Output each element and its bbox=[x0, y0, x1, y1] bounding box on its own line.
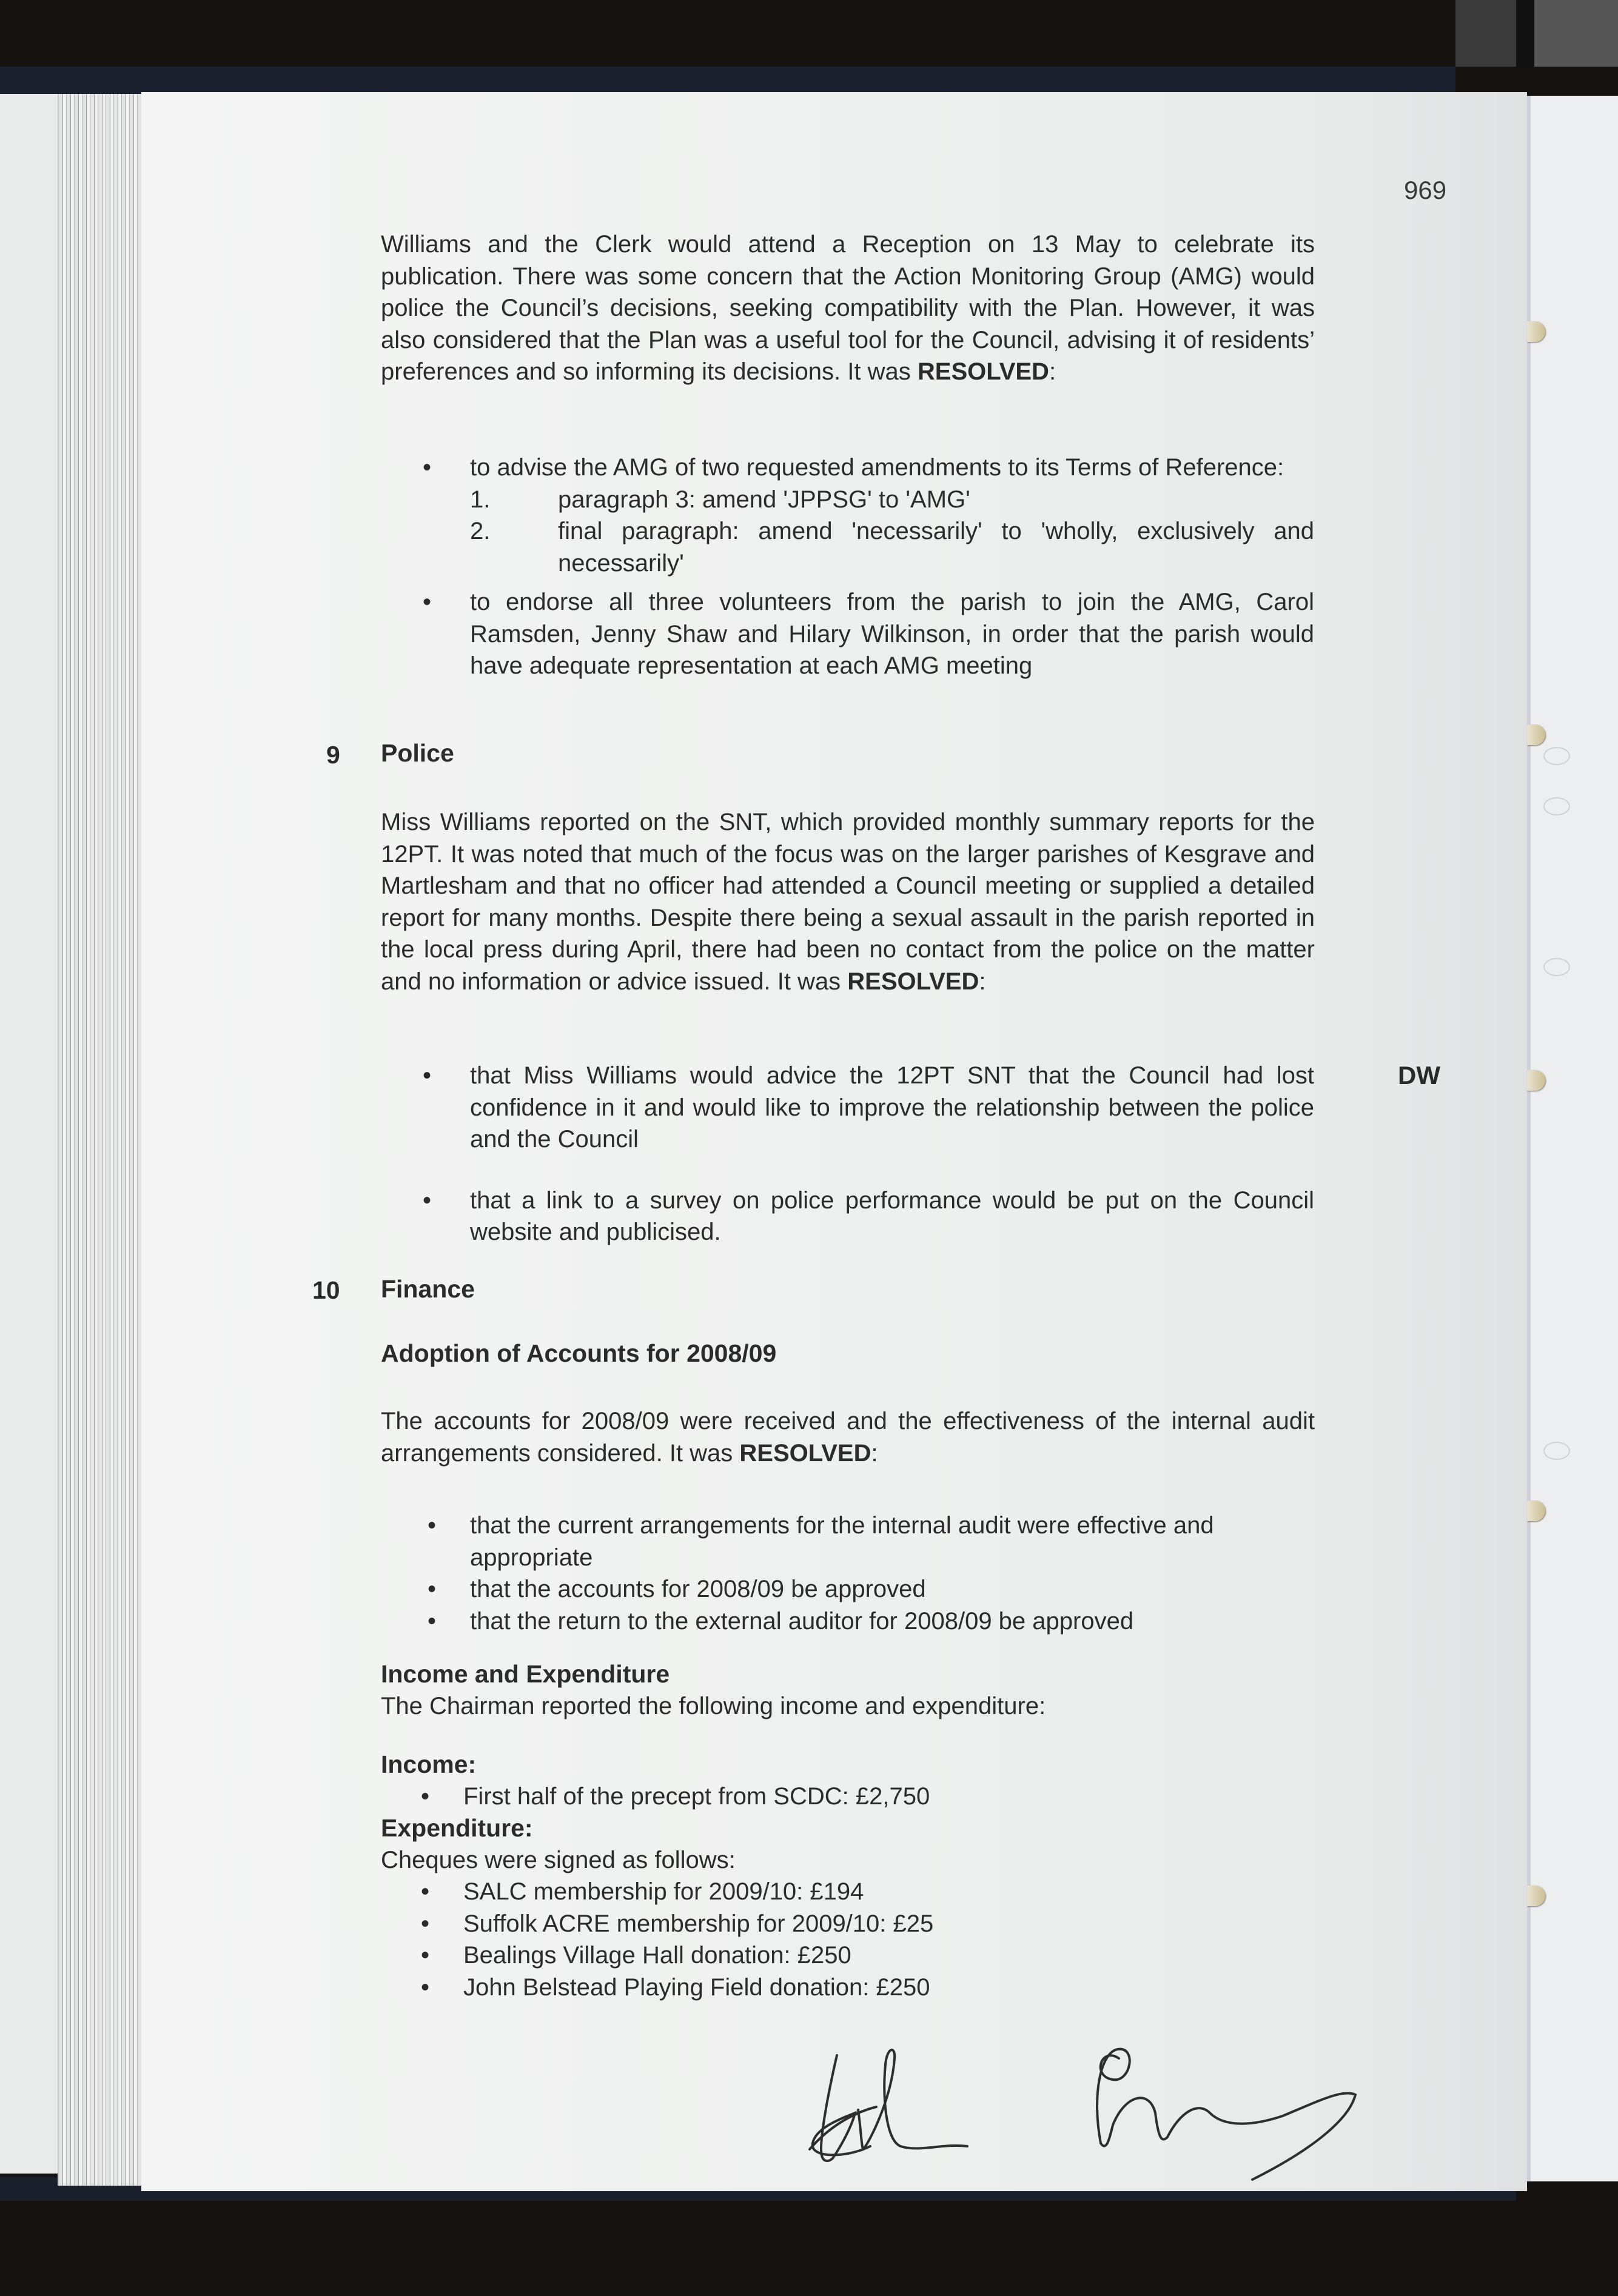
bullet-icon: • bbox=[420, 1973, 429, 2001]
list-item bbox=[423, 1510, 1320, 1573]
sub-item bbox=[470, 484, 1314, 516]
bullet-icon: • bbox=[420, 1782, 429, 1810]
resolved-label: RESOLVED bbox=[917, 358, 1049, 385]
income-expenditure-section bbox=[381, 1658, 1315, 2003]
income-expenditure-intro: The Chairman reported the following income and expenditure: bbox=[381, 1692, 1046, 1719]
expenditure-label: Expenditure: bbox=[381, 1814, 533, 1842]
sub-item-number: 2. bbox=[470, 518, 491, 544]
sub-item-text: final paragraph: amend 'necessarily' to 'wholly, exclusively and necessarily' bbox=[558, 518, 1314, 577]
list-item bbox=[416, 1972, 1315, 2004]
police-paragraph bbox=[381, 806, 1315, 997]
bullet-icon: • bbox=[427, 1576, 436, 1602]
resolved-colon: : bbox=[979, 968, 986, 995]
police-text: Miss Williams reported on the SNT, which provided monthly summary reports for the 12PT. It was noted that much of the focus was on the larger parishes of Kesgrave and Martlesham and that no officer had attended a Council meeting or supplied a detailed report for many months. Despite there being a sexual assault in the parish reported in the local press during April, there had been no contact from the police on the matter and no information or advice issued. It was bbox=[381, 809, 1315, 995]
resolution-text: to endorse all three volunteers from the parish to join the AMG, Carol Ramsden, Jenny Shaw and Hilary Wilkinson, in order that the parish would have adequate representation at each AMG meeting bbox=[470, 589, 1314, 679]
resolved-colon: : bbox=[871, 1439, 878, 1467]
bullet-icon: • bbox=[423, 1186, 432, 1214]
bullet-icon: • bbox=[420, 1878, 429, 1905]
list-item bbox=[423, 1573, 1320, 1605]
bullet-icon: • bbox=[427, 1512, 436, 1539]
bullet-icon: • bbox=[423, 454, 432, 481]
bullet-icon: • bbox=[423, 1062, 432, 1089]
action-initials: DW bbox=[1398, 1061, 1440, 1089]
cheques-intro: Cheques were signed as follows: bbox=[381, 1846, 736, 1873]
bullet-icon: • bbox=[427, 1607, 436, 1635]
resolved-label: RESOLVED bbox=[847, 968, 979, 995]
income-expenditure-heading: Income and Expenditure bbox=[381, 1660, 670, 1688]
list-item bbox=[423, 1185, 1314, 1248]
resolution-text: that the current arrangements for the internal audit were effective and appropriate bbox=[470, 1512, 1214, 1571]
income-item: First half of the precept from SCDC: £2,750 bbox=[463, 1782, 930, 1810]
bullet-icon: • bbox=[420, 1910, 429, 1937]
resolution-text: that the return to the external auditor for 2008/09 be approved bbox=[470, 1607, 1134, 1635]
intro-resolutions bbox=[423, 452, 1314, 682]
list-item bbox=[423, 586, 1314, 682]
section-title-police: Police bbox=[381, 739, 454, 767]
intro-text: Williams and the Clerk would attend a Reception on 13 May to celebrate its publication. There was some concern that the Action Monitoring Group (AMG) would police the Council’s decisions, seeking compatibility with the Plan. However, it was also considered that the Plan was a useful tool for the Council, advising it of residents’ preferences and so informing its decisions. It was bbox=[381, 231, 1315, 385]
cheque-item: John Belstead Playing Field donation: £250 bbox=[463, 1973, 930, 2001]
resolved-colon: : bbox=[1049, 358, 1056, 385]
intro-paragraph bbox=[381, 229, 1315, 388]
list-item bbox=[423, 452, 1314, 579]
resolution-text: that a link to a survey on police performance would be put on the Council website and publicised. bbox=[470, 1186, 1314, 1245]
list-item bbox=[416, 1876, 1315, 1908]
bullet-icon: • bbox=[423, 589, 432, 615]
sub-item bbox=[470, 515, 1314, 579]
list-item bbox=[423, 1605, 1320, 1638]
cheque-item: Bealings Village Hall donation: £250 bbox=[463, 1942, 851, 1969]
section-title-finance: Finance bbox=[381, 1275, 475, 1303]
police-resolutions bbox=[423, 1060, 1314, 1248]
list-item bbox=[416, 1781, 1315, 1813]
item-number: 9 bbox=[326, 741, 340, 769]
handwritten-signature bbox=[785, 2022, 1380, 2186]
item-number: 10 bbox=[312, 1276, 340, 1304]
resolution-text: to advise the AMG of two requested amendments to its Terms of Reference: bbox=[470, 454, 1284, 481]
sub-item-text: paragraph 3: amend 'JPPSG' to 'AMG' bbox=[558, 486, 970, 513]
adoption-paragraph bbox=[381, 1405, 1315, 1469]
resolved-label: RESOLVED bbox=[739, 1439, 871, 1467]
page-number: 969 bbox=[1404, 176, 1447, 204]
resolution-text: that the accounts for 2008/09 be approved bbox=[470, 1576, 926, 1602]
adoption-text: The accounts for 2008/09 were received and the effectiveness of the internal audit arrangements considered. It was bbox=[381, 1408, 1315, 1467]
resolution-text: that Miss Williams would advice the 12PT SNT that the Council had lost confidence in it and would like to improve the relationship between the police and the Council bbox=[470, 1062, 1314, 1153]
cheque-item: Suffolk ACRE membership for 2009/10: £25 bbox=[463, 1910, 934, 1937]
adoption-heading: Adoption of Accounts for 2008/09 bbox=[381, 1339, 777, 1367]
list-item bbox=[423, 1060, 1314, 1156]
list-item bbox=[416, 1908, 1315, 1940]
income-label: Income: bbox=[381, 1750, 477, 1778]
bullet-icon: • bbox=[420, 1942, 429, 1969]
sub-item-number: 1. bbox=[470, 486, 491, 513]
list-item bbox=[416, 1940, 1315, 1972]
cheque-item: SALC membership for 2009/10: £194 bbox=[463, 1878, 864, 1905]
adoption-resolutions bbox=[423, 1510, 1320, 1637]
